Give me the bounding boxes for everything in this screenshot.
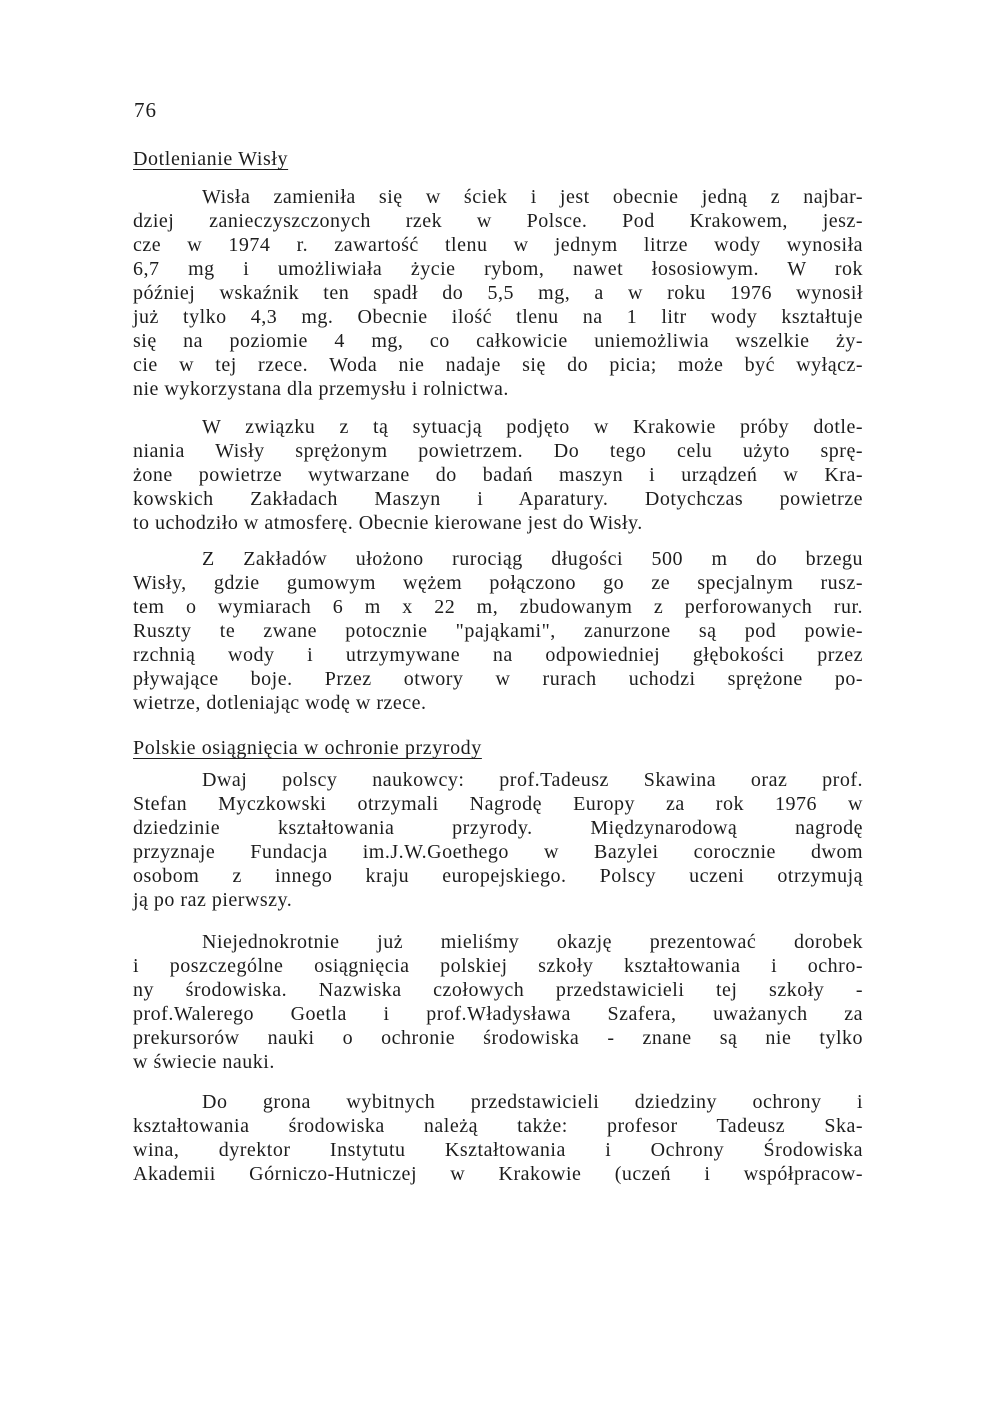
- page-number: 76: [134, 98, 157, 122]
- text-line: cze w 1974 r. zawartość tlenu w jednym litrze wody wynosiła: [133, 234, 863, 256]
- text-line: przyznaje Fundacja im.J.W.Goethego w Bazylei corocznie dwom: [133, 841, 863, 863]
- text-line: w świecie nauki.: [133, 1051, 275, 1073]
- text-line: prekursorów nauki o ochronie środowiska - znane są nie tylko: [133, 1027, 863, 1049]
- text-line: Wisły, gdzie gumowym wężem połączono go ze specjalnym rusz-: [133, 572, 863, 594]
- text-line: rzchnią wody i utrzymywane na odpowiedniej głębokości przez: [133, 644, 863, 666]
- text-line: osobom z innego kraju europejskiego. Polscy uczeni otrzymują: [133, 865, 863, 887]
- text-line: Ruszty te zwane potocznie "pająkami", zanurzone są pod powie-: [133, 620, 863, 642]
- text-line: później wskaźnik ten spadł do 5,5 mg, a w roku 1976 wynosił: [133, 282, 863, 304]
- text-line: pływające boje. Przez otwory w rurach uchodzi sprężone po-: [133, 668, 863, 690]
- text-line: się na poziomie 4 mg, co całkowicie uniemożliwia wszelkie ży-: [133, 330, 863, 352]
- text-line: cie w tej rzece. Woda nie nadaje się do picia; może być wyłącz-: [133, 354, 863, 376]
- text-line: Niejednokrotnie już mieliśmy okazję prezentować dorobek: [202, 931, 863, 953]
- text-line: W związku z tą sytuacją podjęto w Krakowie próby dotle-: [202, 416, 863, 438]
- text-line: prof.Walerego Goetla i prof.Władysława Szafera, uważanych za: [133, 1003, 863, 1025]
- text-line: ją po raz pierwszy.: [133, 889, 293, 911]
- text-line: Dwaj polscy naukowcy: prof.Tadeusz Skawina oraz prof.: [202, 769, 863, 791]
- text-line: żone powietrze wytwarzane do badań maszyn i urządzeń w Kra-: [133, 464, 863, 486]
- text-line: dziedzinie kształtowania przyrody. Międzynarodową nagrodę: [133, 817, 863, 839]
- text-line: niania Wisły sprężonym powietrzem. Do tego celu użyto sprę-: [133, 440, 863, 462]
- text-line: ny środowiska. Nazwiska czołowych przedstawicieli tej szkoły -: [133, 979, 863, 1001]
- text-line: już tylko 4,3 mg. Obecnie ilość tlenu na 1 litr wody kształtuje: [133, 306, 863, 328]
- text-line: wietrze, dotleniając wodę w rzece.: [133, 692, 427, 714]
- text-line: Stefan Myczkowski otrzymali Nagrodę Europy za rok 1976 w: [133, 793, 863, 815]
- text-line: 6,7 mg i umożliwiała życie rybom, nawet łososiowym. W rok: [133, 258, 863, 280]
- text-line: kształtowania środowiska należą także: profesor Tadeusz Ska-: [133, 1115, 863, 1137]
- text-line: tem o wymiarach 6 m x 22 m, zbudowanym z perforowanych rur.: [133, 596, 863, 618]
- text-line: wina, dyrektor Instytutu Kształtowania i Ochrony Środowiska: [133, 1139, 863, 1161]
- text-line: dziej zanieczyszczonych rzek w Polsce. Pod Krakowem, jesz-: [133, 210, 863, 232]
- text-line: kowskich Zakładach Maszyn i Aparatury. Dotychczas powietrze: [133, 488, 863, 510]
- text-line: Akademii Górniczo-Hutniczej w Krakowie (uczeń i współpracow-: [133, 1163, 863, 1185]
- section-heading: Dotlenianie Wisły: [133, 148, 289, 170]
- section-heading: Polskie osiągnięcia w ochronie przyrody: [133, 737, 482, 759]
- text-line: Wisła zamieniła się w ściek i jest obecnie jedną z najbar-: [202, 186, 863, 208]
- text-line: to uchodziło w atmosferę. Obecnie kierowane jest do Wisły.: [133, 512, 643, 534]
- text-line: i poszczególne osiągnięcia polskiej szkoły kształtowania i ochro-: [133, 955, 863, 977]
- text-line: nie wykorzystana dla przemysłu i rolnictwa.: [133, 378, 509, 400]
- text-line: Z Zakładów ułożono rurociąg długości 500 m do brzegu: [202, 548, 863, 570]
- text-line: Do grona wybitnych przedstawicieli dziedziny ochrony i: [202, 1091, 863, 1113]
